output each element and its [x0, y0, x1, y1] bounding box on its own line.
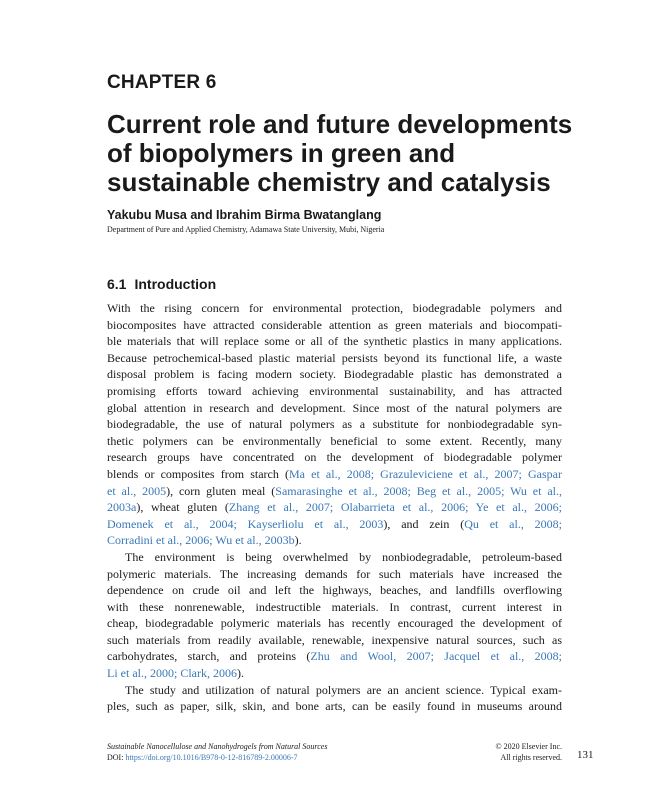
- chapter-title-line: sustainable chemistry and catalysis: [107, 167, 551, 197]
- body-line: [107, 466, 562, 483]
- body-line: [107, 632, 562, 649]
- footer-doi-prefix: DOI:: [107, 752, 126, 762]
- body-line: [107, 499, 562, 516]
- body-text-run: ), wheat gluten (: [136, 500, 229, 515]
- body-text-run: carbohydrates, starch, and proteins (: [107, 649, 311, 664]
- section-heading: [107, 276, 216, 292]
- body-line: [107, 599, 562, 616]
- body-text-run: global attention in research and development. Since most of the natural polymers are: [107, 400, 562, 415]
- body-text-run: ).: [236, 666, 244, 681]
- citation-link[interactable]: Domenek et al., 2004; Kayserliolu et al., 2003: [107, 516, 384, 531]
- body-text-run: dependence on crude oil and left the highways, beaches, and landfills overflowing: [107, 583, 562, 598]
- body-text-run: With the rising concern for environmental protection, biodegradable polymers and: [107, 301, 562, 315]
- footer-doi-link[interactable]: https://doi.org/10.1016/B978-0-12-816789-2.00006-7: [125, 752, 298, 762]
- citation-link[interactable]: et al., 2005: [107, 483, 167, 498]
- body-line: [107, 549, 562, 566]
- body-line: [107, 698, 562, 715]
- body-line: [107, 582, 562, 599]
- body-line: [107, 483, 562, 500]
- citation-link[interactable]: 2003a: [107, 500, 137, 515]
- body-text: [107, 300, 562, 715]
- citation-link[interactable]: Ma et al., 2008; Grazuleviciene et al., 2007; Gaspar: [288, 466, 562, 481]
- section-title: Introduction: [134, 276, 217, 292]
- body-text-run: promising efforts toward achieving environmental sustainability, and has attracted: [107, 383, 562, 398]
- body-text-run: ples, such as paper, silk, skin, and bone arts, can be easily found in museums around: [107, 699, 562, 714]
- body-line: [107, 416, 562, 433]
- body-line: [107, 648, 562, 665]
- footer-right: [495, 742, 562, 763]
- body-text-run: disposal problem is facing modern society. Biodegradable plastic has demonstrated a: [107, 367, 562, 382]
- body-text-run: such materials from readily available, renewable, inexpensive natural sources, such as: [107, 632, 562, 647]
- chapter-title-line: of biopolymers in green and: [107, 138, 456, 168]
- body-line: [107, 532, 562, 549]
- body-line: [107, 433, 562, 450]
- chapter-title-line: Current role and future developments: [107, 109, 573, 139]
- body-text-run: blends or composites from starch (: [107, 466, 289, 481]
- body-text-run: research groups have concentrated on the development of biodegradable polymer: [107, 450, 562, 465]
- body-text-run: ).: [294, 533, 302, 548]
- citation-link[interactable]: Zhang et al., 2007; Olabarrieta et al., 2006; Ye et al., 2006;: [228, 500, 562, 515]
- body-text-run: cheap, biodegradable polymeric materials has recently encouraged the development of: [107, 616, 562, 631]
- body-text-run: ), and zein (: [383, 516, 465, 531]
- body-text-run: polymeric materials. The increasing demands for such materials have increased the: [107, 566, 562, 581]
- footer-copyright: © 2020 Elsevier Inc.: [495, 742, 562, 751]
- body-text-run: Because petrochemical-based plastic material persists beyond its functional life, a waste: [107, 350, 562, 365]
- footer-doi-line: [107, 753, 327, 764]
- body-text-run: biocomposites have attracted considerable attention as green materials and biocompati-: [107, 317, 562, 332]
- body-line: [107, 516, 562, 533]
- page-number: 131: [577, 749, 594, 761]
- affiliation: Department of Pure and Applied Chemistry, Adamawa State University, Mubi, Nigeria: [107, 225, 385, 234]
- citation-link[interactable]: Qu et al., 2008;: [464, 516, 563, 531]
- body-line: [107, 366, 562, 383]
- footer-rights: All rights reserved.: [500, 752, 562, 762]
- body-text-run: thetic polymers can be environmentally beneficial to some extent. Recently, many: [107, 433, 562, 448]
- authors: Yakubu Musa and Ibrahim Birma Bwatanglang: [107, 208, 382, 222]
- body-text-run: biodegradable, the use of natural polymers as a substitute for nonbiodegradable syn-: [107, 417, 562, 432]
- citation-link[interactable]: Li et al., 2000; Clark, 2006: [107, 666, 237, 681]
- citation-link[interactable]: Zhu and Wool, 2007; Jacquel et al., 2008;: [310, 649, 562, 664]
- body-line: [107, 383, 562, 400]
- body-line: [107, 615, 562, 632]
- citation-link[interactable]: Samarasinghe et al., 2008; Beg et al., 2005; Wu et al.,: [275, 483, 562, 498]
- body-text-run: with these nonrenewable, indestructible materials. In contrast, current interest in: [107, 599, 562, 614]
- citation-link[interactable]: Corradini et al., 2006; Wu et al., 2003b: [107, 533, 295, 548]
- body-text-run: The environment is being overwhelmed by nonbiodegradable, petroleum-based: [125, 549, 562, 564]
- section-number: 6.1: [107, 276, 127, 292]
- body-line: [107, 333, 562, 350]
- body-text-run: ble materials that will replace some or all of the synthetic plastics in many applications.: [107, 334, 562, 349]
- body-line: [107, 400, 562, 417]
- body-line: [107, 665, 562, 682]
- body-line: [107, 317, 562, 334]
- body-line: [107, 449, 562, 466]
- body-text-run: ), corn gluten meal (: [166, 483, 276, 498]
- footer-left: [107, 742, 327, 763]
- body-line: [107, 350, 562, 367]
- body-line: [107, 566, 562, 583]
- chapter-label: CHAPTER 6: [107, 72, 217, 93]
- body-text-run: The study and utilization of natural polymers are an ancient science. Typical exam-: [125, 682, 562, 697]
- footer-book-title: Sustainable Nanocellulose and Nanohydrogels from Natural Sources: [107, 742, 328, 751]
- body-line: [107, 682, 562, 699]
- body-line: [107, 300, 562, 317]
- chapter-title: [107, 110, 577, 197]
